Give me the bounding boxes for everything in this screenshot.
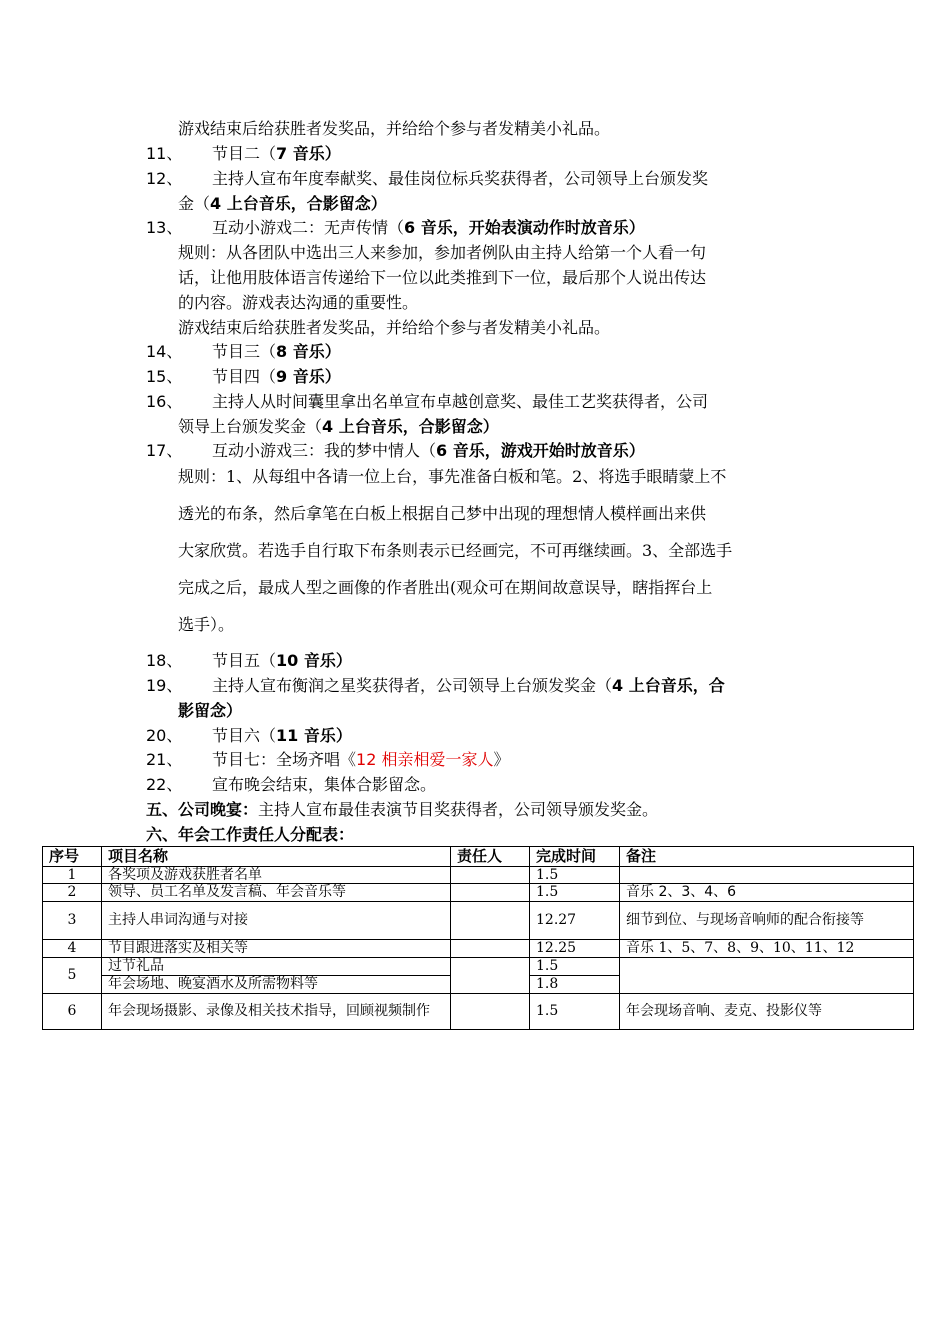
cell-date: 1.5	[530, 884, 620, 902]
item-number: 21、	[146, 750, 183, 769]
rule-line: 完成之后，最成人型之画像的作者胜出(观众可在期间故意误导，瞎指挥台上	[178, 578, 713, 597]
cell-person	[451, 867, 530, 884]
item-number: 13、	[146, 218, 183, 237]
rule-line: 规则：1、从每组中各请一位上台，事先准备白板和笔。2、将选手眼睛蒙上不	[178, 467, 727, 486]
cell-no: 3	[43, 902, 102, 940]
cell-item: 年会场地、晚宴酒水及所需物料等	[102, 976, 451, 994]
header-person: 责任人	[451, 847, 530, 867]
table-header-row	[43, 847, 914, 867]
cell-item: 过节礼品	[102, 958, 451, 976]
header-note: 备注	[620, 847, 914, 867]
cell-item: 节目跟进落实及相关等	[102, 940, 451, 958]
cell-date: 1.5	[530, 958, 620, 976]
cell-no: 6	[43, 994, 102, 1030]
item-text: 节目七：全场齐唱《12 相亲相爱一家人》	[212, 750, 510, 769]
cell-date: 12.27	[530, 902, 620, 940]
table-row	[43, 867, 914, 884]
item-text: 互动小游戏三：我的梦中情人（6 音乐，游戏开始时放音乐）	[212, 441, 645, 460]
cell-item: 主持人串词沟通与对接	[102, 902, 451, 940]
item-text: 节目三（8 音乐）	[212, 342, 341, 361]
cell-note: 细节到位、与现场音响师的配合衔接等	[620, 902, 914, 940]
cell-note	[620, 867, 914, 884]
rule-line: 的内容。游戏表达沟通的重要性。	[178, 293, 419, 312]
item-number: 19、	[146, 676, 183, 695]
cell-date: 12.25	[530, 940, 620, 958]
cell-note	[620, 958, 914, 994]
cell-note: 音乐 2、3、4、6	[620, 884, 914, 902]
item-number: 14、	[146, 342, 183, 361]
rule-line: 规则：从各团队中选出三人来参加，参加者例队由主持人给第一个人看一句	[178, 243, 707, 262]
cell-date: 1.5	[530, 994, 620, 1030]
cell-date: 1.8	[530, 976, 620, 994]
item-number: 11、	[146, 144, 183, 163]
rule-line: 话，让他用肢体语言传递给下一位以此类推到下一位，最后那个人说出传达	[178, 268, 707, 287]
item-number: 18、	[146, 651, 183, 670]
cell-item: 领导、员工名单及发言稿、年会音乐等	[102, 884, 451, 902]
item-text: 节目五（10 音乐）	[212, 651, 352, 670]
item-text: 主持人从时间囊里拿出名单宣布卓越创意奖、最佳工艺奖获得者，公司	[212, 392, 709, 411]
cell-no: 4	[43, 940, 102, 958]
table-row	[43, 940, 914, 958]
table-row	[43, 884, 914, 902]
item-number: 15、	[146, 367, 183, 386]
item-text: 互动小游戏二：无声传情（6 音乐，开始表演动作时放音乐）	[212, 218, 645, 237]
table-row	[43, 902, 914, 940]
cell-note: 音乐 1、5、7、8、9、10、11、12	[620, 940, 914, 958]
item-number: 12、	[146, 169, 183, 188]
item-number: 17、	[146, 441, 183, 460]
cell-no: 5	[43, 958, 102, 994]
cell-person	[451, 884, 530, 902]
rule-line: 大家欣赏。若选手自行取下布条则表示已经画完，不可再继续画。3、全部选手	[178, 541, 733, 560]
song-title: 12 相亲相爱一家人	[356, 750, 494, 769]
item-text: 主持人宣布年度奉献奖、最佳岗位标兵奖获得者，公司领导上台颁发奖	[212, 169, 709, 188]
rule-line: 选手）。	[178, 615, 235, 634]
header-date: 完成时间	[530, 847, 620, 867]
cell-person	[451, 940, 530, 958]
rule-line: 游戏结束后给获胜者发奖品，并给给个参与者发精美小礼品。	[178, 318, 611, 337]
section-six-heading: 六、年会工作责任人分配表：	[146, 825, 355, 844]
cell-item: 年会现场摄影、录像及相关技术指导，回顾视频制作	[102, 994, 451, 1030]
item-number: 20、	[146, 726, 183, 745]
item-text: 节目六（11 音乐）	[212, 726, 352, 745]
paragraph-line: 游戏结束后给获胜者发奖品，并给给个参与者发精美小礼品。	[178, 119, 611, 138]
cell-item: 各奖项及游戏获胜者名单	[102, 867, 451, 884]
header-no: 序号	[43, 847, 102, 867]
item-text: 影留念）	[178, 701, 243, 720]
responsibility-table	[42, 846, 914, 1030]
table-row	[43, 958, 914, 976]
cell-date: 1.5	[530, 867, 620, 884]
header-item: 项目名称	[102, 847, 451, 867]
rule-line: 透光的布条，然后拿笔在白板上根据自己梦中出现的理想情人模样画出来供	[178, 504, 707, 523]
item-text: 宣布晚会结束，集体合影留念。	[212, 775, 437, 794]
item-text: 领导上台颁发奖金（4 上台音乐，合影留念）	[178, 417, 499, 436]
cell-person	[451, 994, 530, 1030]
cell-note: 年会现场音响、麦克、投影仪等	[620, 994, 914, 1030]
table-row	[43, 994, 914, 1030]
section-five: 五、公司晚宴：主持人宣布最佳表演节目奖获得者，公司领导颁发奖金。	[146, 800, 659, 819]
item-number: 16、	[146, 392, 183, 411]
item-number: 22、	[146, 775, 183, 794]
item-text: 节目四（9 音乐）	[212, 367, 341, 386]
item-text: 节目二（7 音乐）	[212, 144, 341, 163]
item-text: 金（4 上台音乐，合影留念）	[178, 194, 387, 213]
cell-no: 1	[43, 867, 102, 884]
cell-person	[451, 902, 530, 940]
cell-person	[451, 958, 530, 994]
cell-no: 2	[43, 884, 102, 902]
item-text: 主持人宣布衡润之星奖获得者，公司领导上台颁发奖金（4 上台音乐，合	[212, 676, 725, 695]
